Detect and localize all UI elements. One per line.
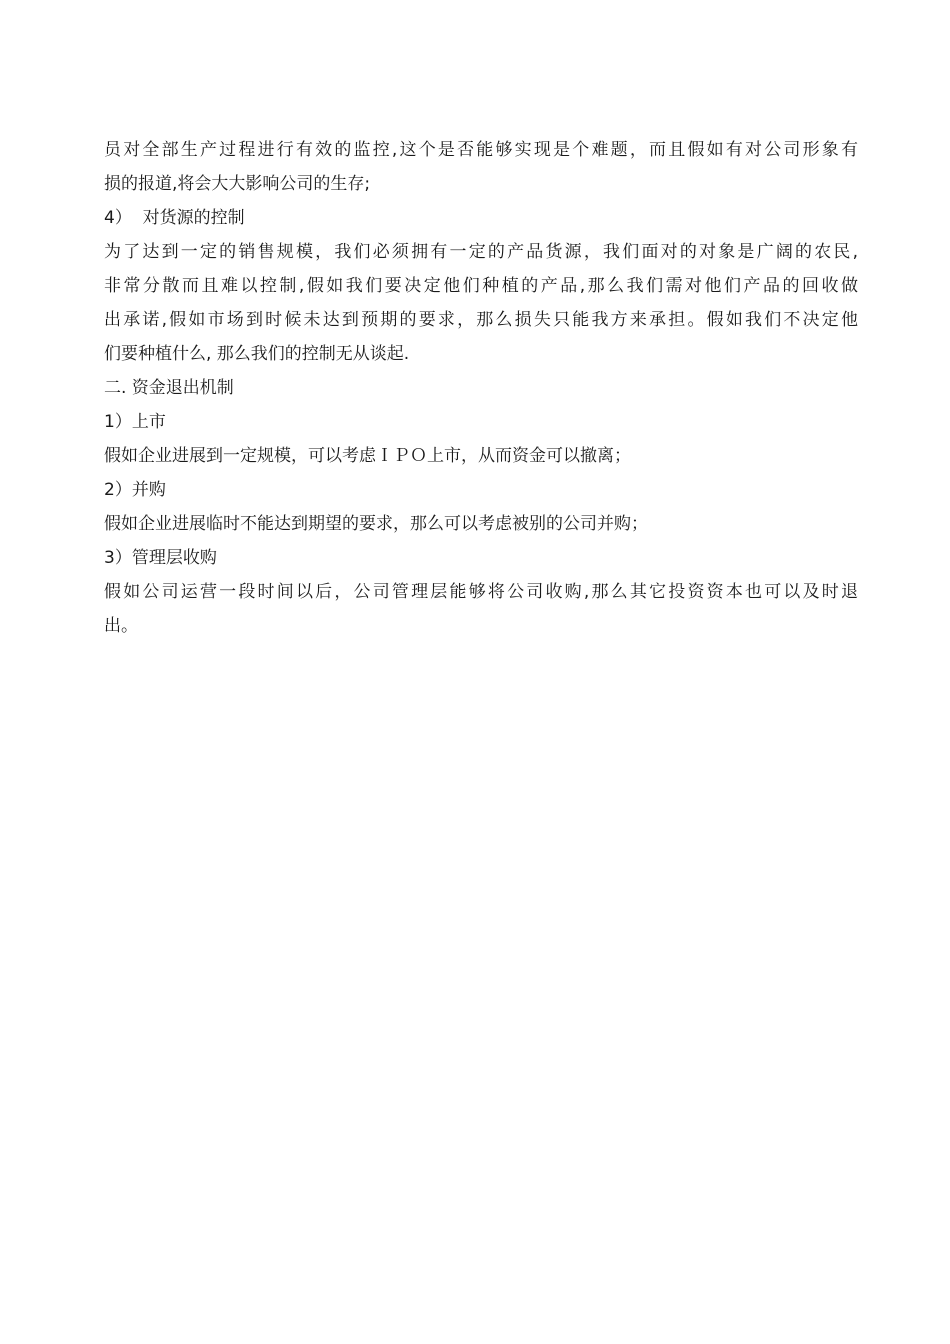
heading-management-buyout: 3）管理层收购 (104, 548, 217, 568)
text-line: 出。 (104, 616, 138, 636)
paragraph-supply-control (104, 235, 858, 371)
paragraph-monitoring-continued (104, 133, 858, 201)
paragraph-ipo (104, 439, 858, 473)
heading-capital-exit-mechanism: 二. 资金退出机制 (104, 378, 234, 398)
text-line: 假如企业进展到一定规模，可以考虑ＩＰＯ上市，从而资金可以撤离； (104, 446, 631, 466)
text-line: 非常分散而且难以控制,假如我们要决定他们种植的产品,那么我们需对他们产品的回收做 (104, 276, 858, 296)
text-line: 损的报道,将会大大影响公司的生存; (104, 174, 371, 194)
document-body (104, 133, 858, 643)
heading-merger: 2）并购 (104, 480, 166, 500)
text-line: 假如公司运营一段时间以后，公司管理层能够将公司收购,那么其它投资资本也可以及时退 (104, 582, 858, 602)
text-line: 员对全部生产过程进行有效的监控,这个是否能够实现是个难题，而且假如有对公司形象有 (104, 140, 858, 160)
paragraph-management-buyout (104, 575, 858, 643)
heading-ipo: 1）上市 (104, 412, 166, 432)
paragraph-merger (104, 507, 858, 541)
text-line: 出承诺,假如市场到时候未达到预期的要求，那么损失只能我方来承担。假如我们不决定他 (104, 310, 858, 330)
text-line: 们要种植什么, 那么我们的控制无从谈起. (104, 344, 410, 364)
text-line: 假如企业进展临时不能达到期望的要求，那么可以考虑被别的公司并购； (104, 514, 648, 534)
heading-supply-control: 4） 对货源的控制 (104, 208, 245, 228)
text-line: 为了达到一定的销售规模，我们必须拥有一定的产品货源，我们面对的对象是广阔的农民, (104, 242, 858, 262)
